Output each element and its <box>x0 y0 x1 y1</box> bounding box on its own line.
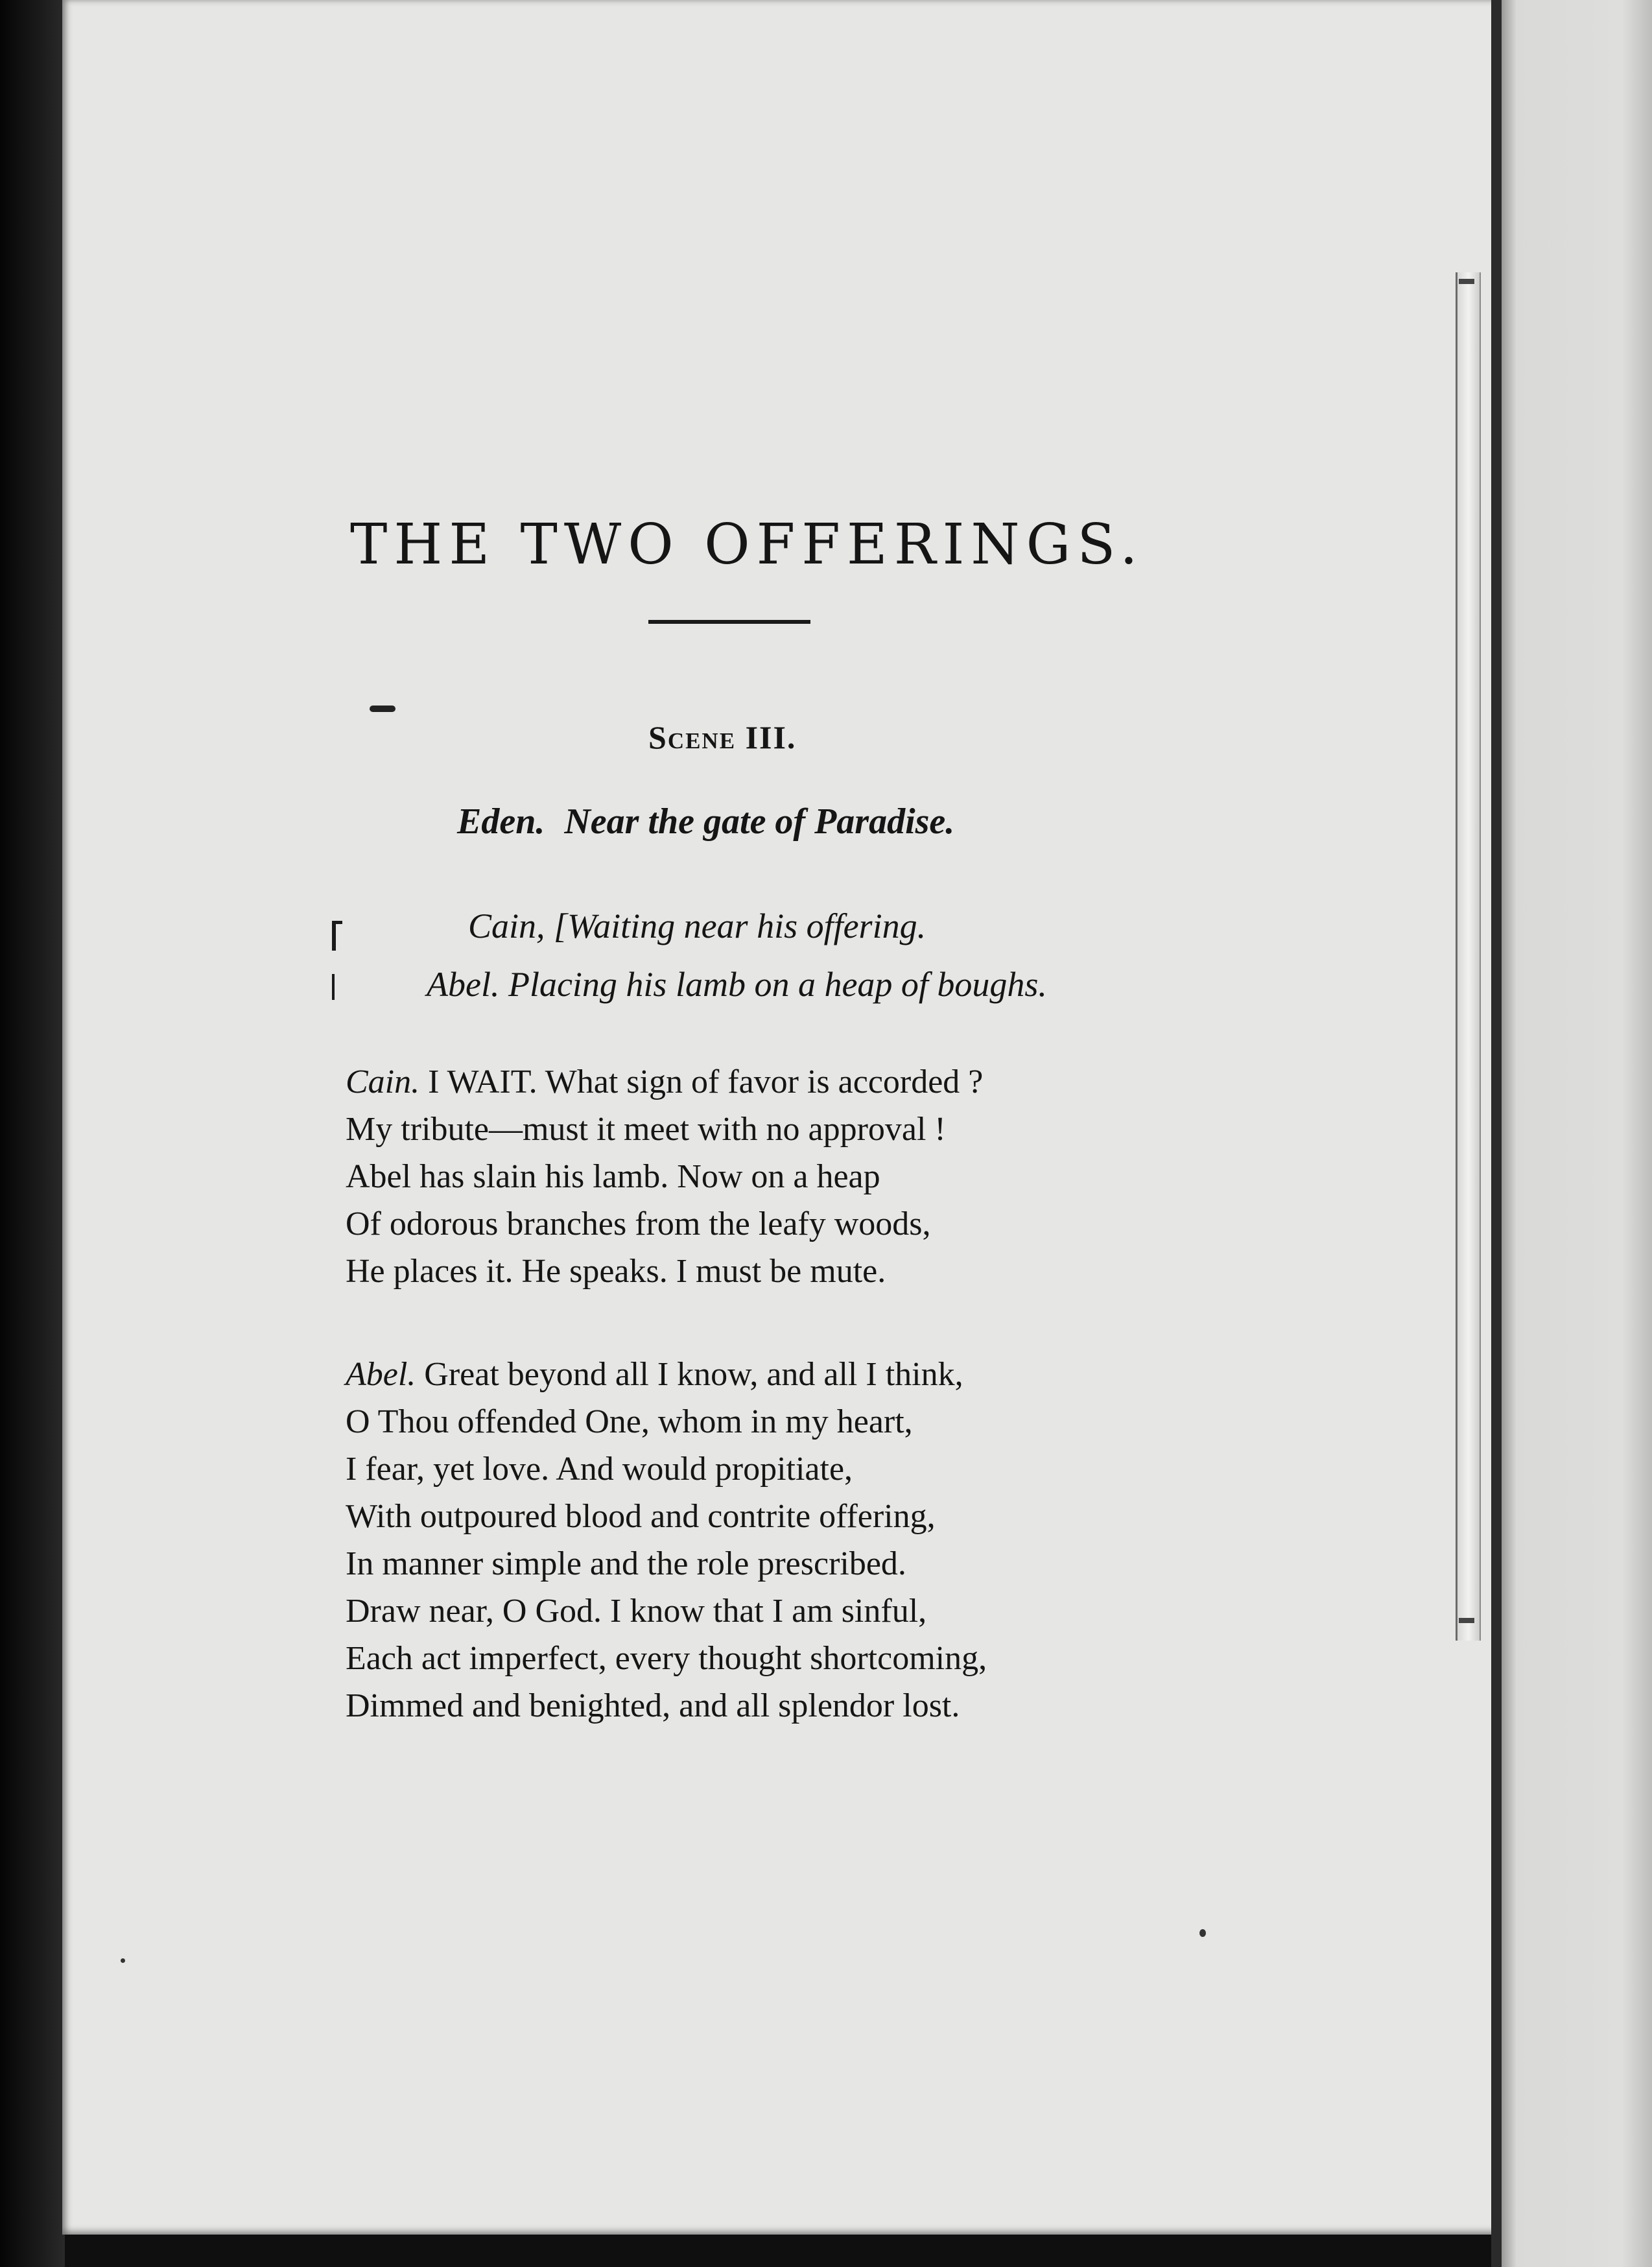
verse-line: I fear, yet love. And would propitiate, <box>346 1451 853 1488</box>
stage-speaker: Abel. <box>427 965 500 1004</box>
stage-text: Waiting near his offering. <box>567 907 926 945</box>
dust-speck <box>1199 1929 1206 1937</box>
verse-line: Abel has slain his lamb. Now on a heap <box>346 1158 880 1195</box>
speaker-name: Abel. <box>346 1356 416 1393</box>
stage-bracket: [ <box>554 907 568 945</box>
scene-heading <box>648 718 796 756</box>
stage-bracket-top <box>332 921 336 951</box>
verse-line: With outpoured blood and contrite offering, <box>346 1498 936 1535</box>
page-title: THE TWO OFFERINGS. <box>350 512 1144 577</box>
scene-setting <box>457 801 954 842</box>
verse-line: Draw near, O God. I know that I am sinful, <box>346 1593 927 1630</box>
stage-speaker: Cain, <box>468 907 545 945</box>
verse-line: In manner simple and the role prescribed. <box>346 1545 906 1582</box>
scene-numeral: III. <box>745 719 797 755</box>
verse-line: Dimmed and benighted, and all splendor lost. <box>346 1687 960 1724</box>
scene-word-rest: cene <box>667 719 737 755</box>
speaker-name: Cain. <box>346 1063 420 1100</box>
verse-line: Abel. Great beyond all I know, and all I think, <box>346 1356 963 1393</box>
speech-abel <box>346 1351 987 1729</box>
verse-line: Cain. I WAIT. What sign of favor is accorded ? <box>346 1063 984 1100</box>
stage-direction-cain <box>468 906 926 946</box>
setting-place: Eden. <box>457 801 545 842</box>
speech-cain <box>346 1058 983 1295</box>
stage-text: Placing his lamb on a heap of boughs. <box>508 965 1047 1004</box>
title-rule <box>648 620 810 624</box>
verse-line: He places it. He speaks. I must be mute. <box>346 1253 886 1290</box>
ink-fleck <box>370 706 395 712</box>
stage-bracket-bottom <box>332 974 335 1000</box>
verse-line: My tribute—must it meet with no approval ! <box>346 1111 946 1148</box>
setting-detail: Near the gate of Paradise. <box>564 801 955 842</box>
stage-direction-abel <box>427 964 1047 1004</box>
verse-line: O Thou offended One, whom in my heart, <box>346 1403 913 1440</box>
verse-line: Of odorous branches from the leafy woods, <box>346 1205 931 1242</box>
scene-prefix: S <box>648 719 668 755</box>
verse-line: Each act imperfect, every thought shortcoming, <box>346 1640 987 1677</box>
dust-speck <box>121 1958 125 1963</box>
